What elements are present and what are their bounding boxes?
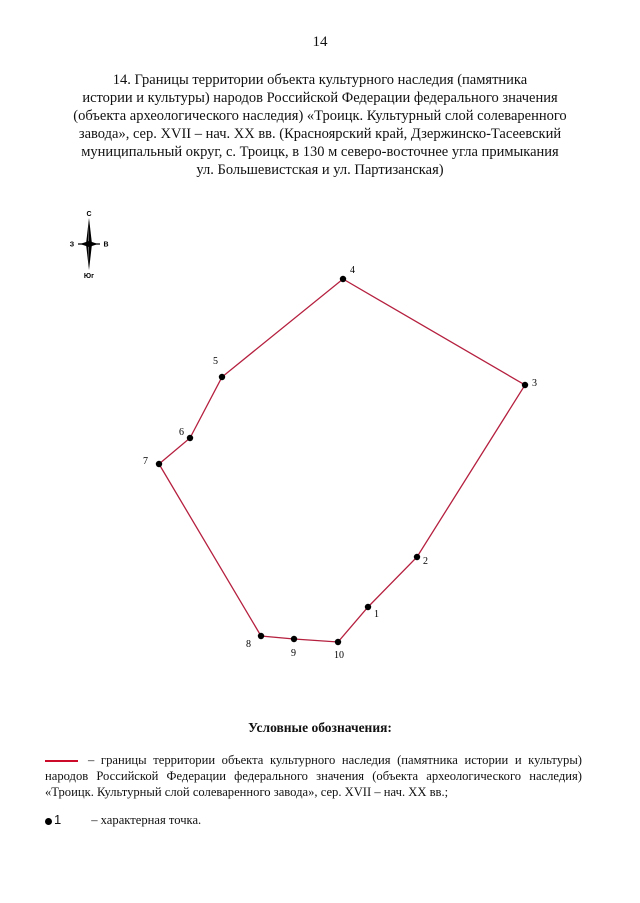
legend-boundary-entry	[45, 752, 582, 800]
boundary-points	[143, 265, 537, 661]
boundary-polygon	[159, 279, 525, 642]
page-number: 14	[312, 34, 328, 50]
boundary-point-3	[522, 382, 528, 388]
boundary-point-label-10: 10	[334, 650, 344, 661]
boundary-point-label-6: 6	[179, 427, 184, 438]
title-line-1: 14. Границы территории объекта культурного наследия (памятника	[112, 72, 528, 88]
legend-boundary-text-1: – границы территории объекта культурного наследия (памятника истории и культуры)	[88, 753, 582, 767]
legend-point-sample-label: 1	[54, 812, 62, 827]
compass-north-label: С	[86, 211, 92, 218]
title-line-3: (объекта археологического наследия) «Троицк. Культурный слой солеваренного	[73, 108, 567, 124]
boundary-point-label-7: 7	[143, 456, 148, 467]
boundary-point-10	[335, 639, 341, 645]
legend-boundary-text-2: народов Российской Федерации федерального значения (объекта археологического наследия)	[45, 769, 582, 783]
legend-heading: Условные обозначения:	[248, 720, 392, 735]
legend-boundary-line-sample	[45, 760, 78, 762]
boundary-point-label-8: 8	[246, 639, 251, 650]
boundary-point-label-1: 1	[374, 609, 379, 620]
compass-south-label: Юг	[83, 273, 95, 280]
title-line-5: муниципальный округ, с. Троицк, в 130 м северо-восточнее угла примыкания	[81, 144, 559, 160]
boundary-point-4	[340, 276, 346, 282]
boundary-point-label-4: 4	[350, 265, 355, 276]
title-line-2: истории и культуры) народов Российской Федерации федерального значения	[82, 90, 558, 106]
boundary-point-9	[291, 636, 297, 642]
compass-east-label: В	[103, 241, 109, 249]
legend-point-desc: – характерная точка.	[91, 813, 202, 827]
boundary-point-6	[187, 435, 193, 441]
boundary-point-label-9: 9	[291, 648, 296, 659]
boundary-point-5	[219, 374, 225, 380]
boundary-point-8	[258, 633, 264, 639]
legend-point-entry	[45, 812, 201, 828]
boundary-point-2	[414, 554, 420, 560]
legend-point-dot-icon	[45, 818, 52, 825]
title-line-6: ул. Большевистская и ул. Партизанская)	[196, 162, 444, 178]
legend-boundary-text-3: «Троицк. Культурный слой солеваренного завода», сер. XVII – нач. XX вв.;	[45, 785, 449, 799]
boundary-point-label-3: 3	[532, 378, 537, 389]
title-line-4: завода», сер. XVII – нач. XX вв. (Красноярский край, Дзержинско-Тасеевский	[78, 126, 562, 142]
boundary-point-label-2: 2	[423, 556, 428, 567]
boundary-point-1	[365, 604, 371, 610]
boundary-point-7	[156, 461, 162, 467]
boundary-point-label-5: 5	[213, 356, 218, 367]
compass-west-label: З	[69, 241, 75, 249]
